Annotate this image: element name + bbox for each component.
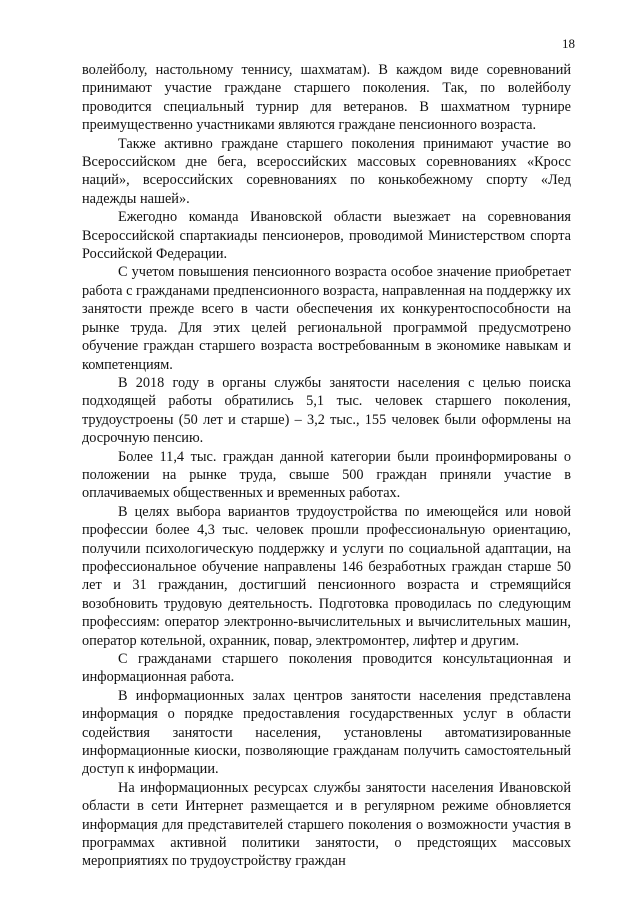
page-number: 18: [562, 36, 575, 51]
paragraph: В информационных залах центров занятости населения представлена информация о порядке предоставления государственных услуг в области содействия занятости населения, установлены автоматизированные информационные киоски, позволяющие гражданам получить самостоятельный доступ к информации.: [82, 687, 571, 778]
document-body: [82, 61, 571, 871]
paragraph: Также активно граждане старшего поколения принимают участие во Всероссийском дне бега, всероссийских массовых соревнованиях «Кросс наций», всероссийских соревнованиях по конькобежному спорту «Лед надежды нашей».: [82, 135, 571, 207]
paragraph: С учетом повышения пенсионного возраста особое значение приобретает работа с гражданами предпенсионного возраста, направленная на поддержку их занятости прежде всего в части обеспечения их конкурентоспособности на рынке труда. Для этих целей региональной программой предусмотрено обучение граждан старшего возраста востребованным в экономике навыкам и компетенциям.: [82, 264, 571, 373]
paragraph: Ежегодно команда Ивановской области выезжает на соревнования Всероссийской спартакиады пенсионеров, проводимой Министерством спорта Российской Федерации.: [82, 209, 571, 263]
paragraph: Более 11,4 тыс. граждан данной категории были проинформированы о положении на рынке труда, свыше 500 граждан приняли участие в оплачиваемых общественных и временных работах.: [82, 448, 571, 502]
paragraph: На информационных ресурсах службы занятости населения Ивановской области в сети Интернет размещается и в регулярном режиме обновляется информация для представителей старшего поколения о возможности участия в программах активной политики занятости, о предстоящих массовых мероприятиях по трудоустройству граждан: [82, 779, 571, 870]
paragraph: С гражданами старшего поколения проводится консультационная и информационная работа.: [82, 651, 571, 686]
paragraph: В целях выбора вариантов трудоустройства по имеющейся или новой профессии более 4,3 тыс. человек прошли профессиональную ориентацию, получили психологическую поддержку и услуги по социальной адаптации, на профессиональное обучение направлены 146 безработных граждан старше 50 лет и 31 гражданин, достигший пенсионного возраста и стремящийся возобновить трудовую деятельность. Подготовка проводилась по следующим профессиям: оператор электронно-вычислительных и вычислительных машин, оператор котельной, охранник, повар, электромонтер, лифтер и другим.: [82, 503, 571, 649]
paragraph: В 2018 году в органы службы занятости населения с целью поиска подходящей работы обратились 5,1 тыс. человек старшего поколения, трудоустроены (50 лет и старше) – 3,2 тыс., 155 человек были оформлены на досрочную пенсию.: [82, 374, 571, 447]
paragraph: волейболу, настольному теннису, шахматам). В каждом виде соревнований принимают участие граждане старшего поколения. Так, по волейболу проводится специальный турнир для ветеранов. В шахматном турнире преимущественно участниками являются граждане пенсионного возраста.: [82, 62, 571, 134]
